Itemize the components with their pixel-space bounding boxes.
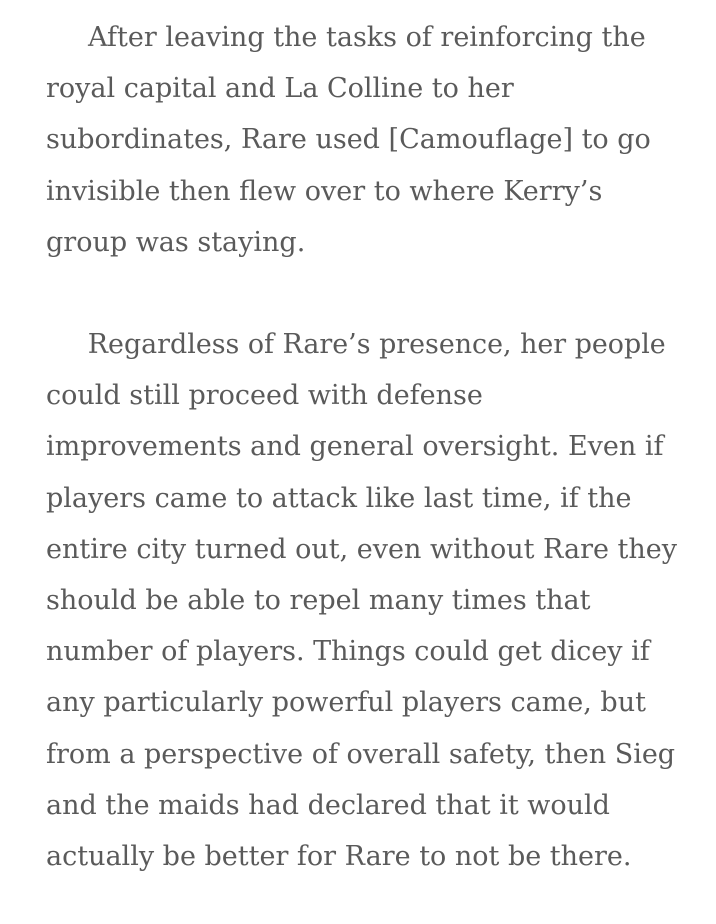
text-line: entire city turned out, even without Rare they bbox=[46, 533, 678, 565]
text-line: any particularly powerful players came, but bbox=[46, 687, 646, 719]
text-line: subordinates, Rare used [Camouflage] to go bbox=[46, 124, 651, 156]
text-line: royal capital and La Colline to her bbox=[46, 73, 514, 105]
text-line: and the maids had declared that it would bbox=[46, 789, 610, 821]
paragraph-2 bbox=[46, 319, 676, 882]
text-line: from a perspective of overall safety, then Sieg bbox=[46, 738, 676, 770]
document-page bbox=[46, 12, 676, 882]
text-line: actually be better for Rare to not be there. bbox=[46, 841, 632, 873]
text-line: could still proceed with defense bbox=[46, 380, 483, 412]
text-line: should be able to repel many times that bbox=[46, 585, 591, 617]
text-line: After leaving the tasks of reinforcing the bbox=[88, 22, 646, 53]
text-line: players came to attack like last time, if the bbox=[46, 482, 632, 514]
text-line: Regardless of Rare’s presence, her people bbox=[87, 329, 666, 361]
text-line: group was staying. bbox=[46, 226, 306, 258]
text-line: number of players. Things could get dicey if bbox=[46, 636, 650, 668]
text-line: improvements and general oversight. Even if bbox=[46, 431, 664, 463]
paragraph-1 bbox=[46, 12, 676, 268]
text-line: invisible then flew over to where Kerry’s bbox=[46, 175, 603, 207]
